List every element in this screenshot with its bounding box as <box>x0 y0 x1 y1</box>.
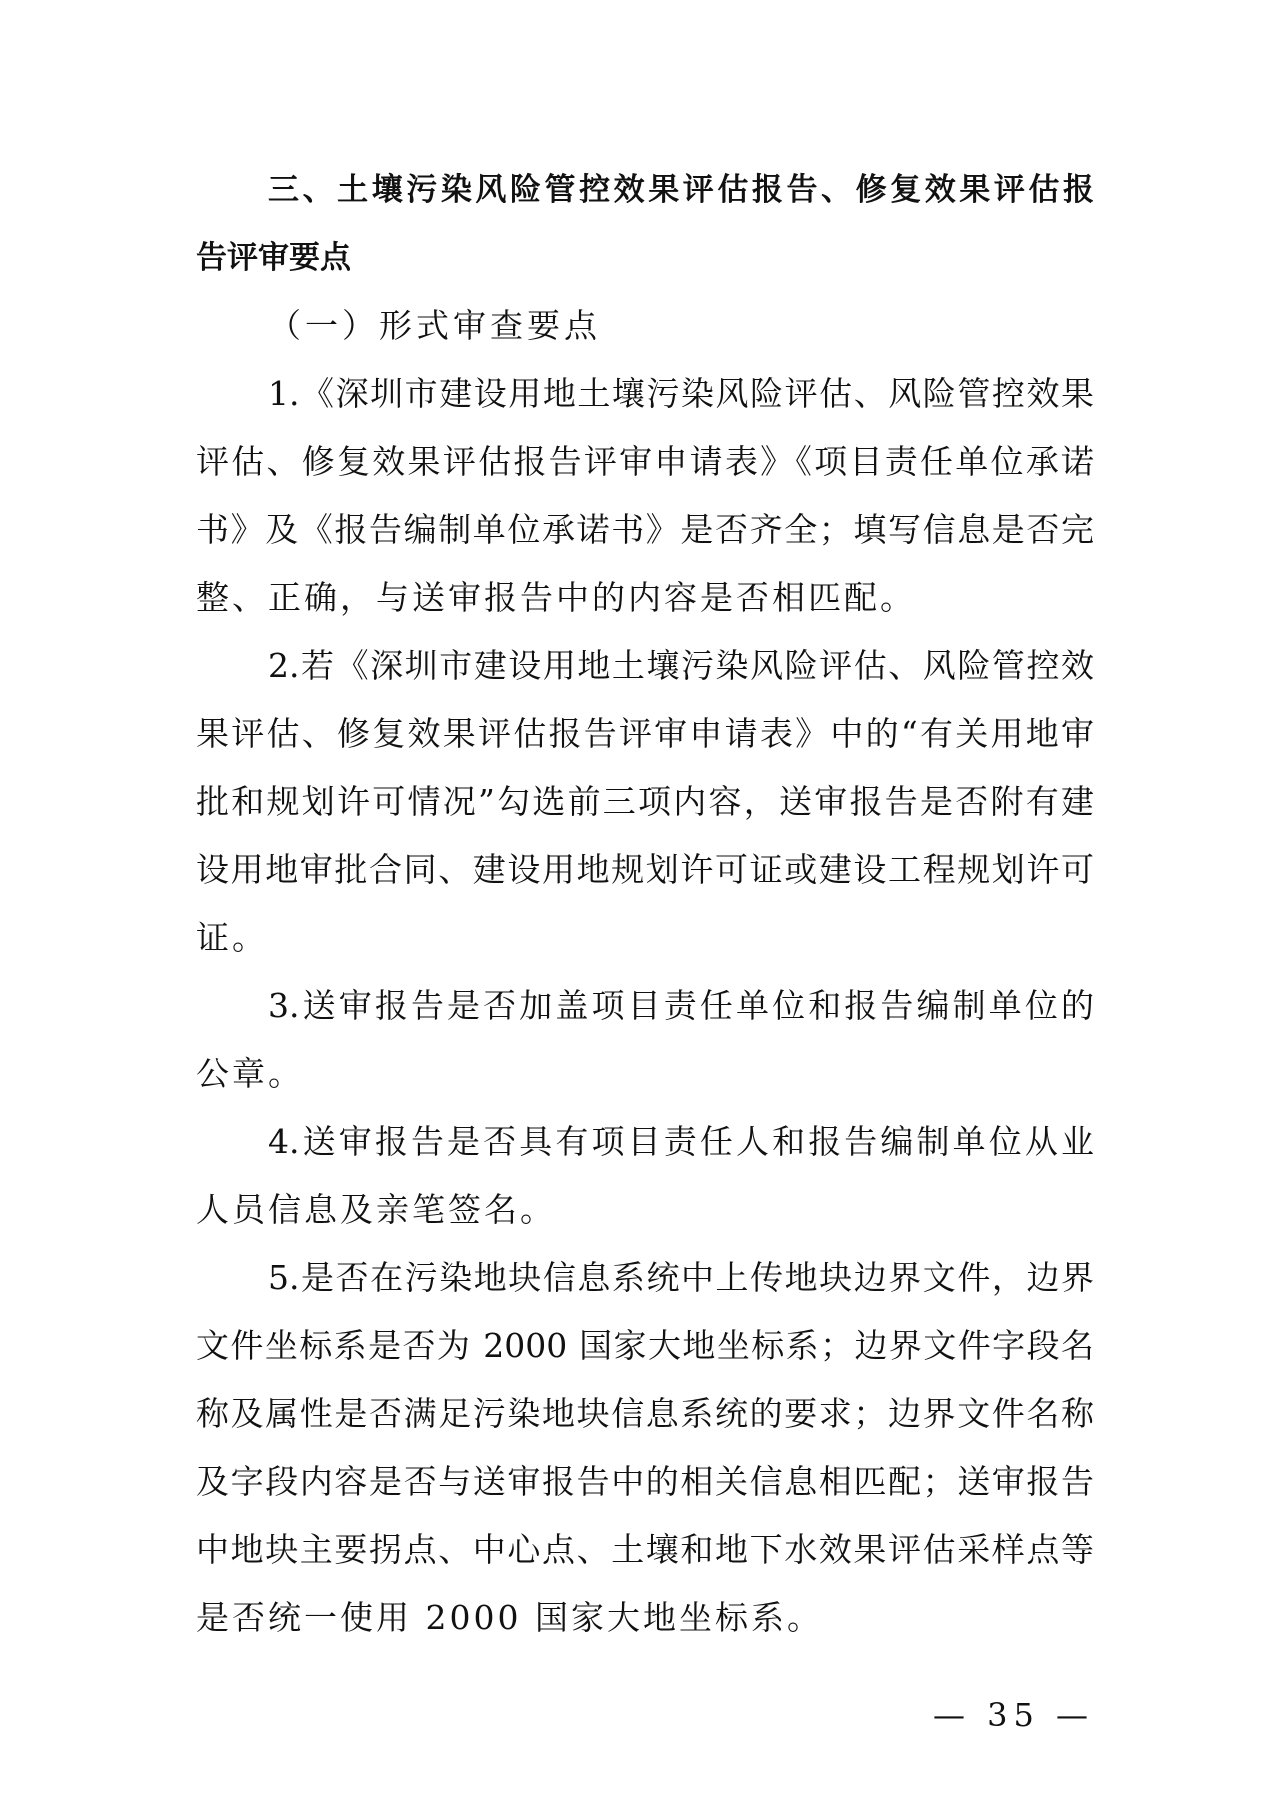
paragraph-line: 5.是否在污染地块信息系统中上传地块边界文件，边界 <box>268 1258 1094 1297</box>
paragraph-line: 中地块主要拐点、中心点、土壤和地下水效果评估采样点等 <box>196 1530 1094 1569</box>
paragraph-line: 1.《深圳市建设用地土壤污染风险评估、风险管控效果 <box>268 374 1094 413</box>
paragraph-line: 人员信息及亲笔签名。 <box>196 1190 556 1229</box>
title-line: 告评审要点 <box>196 240 351 276</box>
paragraph-line: 及字段内容是否与送审报告中的相关信息相匹配；送审报告 <box>196 1462 1094 1501</box>
subheading-text: （一）形式审查要点 <box>268 306 601 345</box>
paragraph-line: 设用地审批合同、建设用地规划许可证或建设工程规划许可 <box>196 850 1094 889</box>
item-2 <box>196 632 1094 972</box>
item-4 <box>196 1108 1094 1244</box>
paragraph-line: 4.送审报告是否具有项目责任人和报告编制单位从业 <box>268 1122 1094 1161</box>
paragraph-line: 证。 <box>196 918 268 957</box>
paragraph-line: 公章。 <box>196 1054 304 1093</box>
paragraph-line: 整、正确，与送审报告中的内容是否相匹配。 <box>196 578 916 617</box>
item-1 <box>196 360 1094 632</box>
section-title <box>196 156 1094 292</box>
paragraph-line: 称及属性是否满足污染地块信息系统的要求；边界文件名称 <box>196 1394 1094 1433</box>
item-5 <box>196 1244 1094 1652</box>
paragraph-line: 2.若《深圳市建设用地土壤污染风险评估、风险管控效 <box>268 646 1094 685</box>
paragraph-line: 文件坐标系是否为 2000 国家大地坐标系；边界文件字段名 <box>196 1326 1094 1365</box>
paragraph-line: 批和规划许可情况”勾选前三项内容，送审报告是否附有建 <box>196 782 1094 821</box>
subheading <box>196 292 1094 360</box>
page-number: — 35 — <box>932 1696 1094 1734</box>
paragraph-line: 书》及《报告编制单位承诺书》是否齐全；填写信息是否完 <box>196 510 1094 549</box>
item-3 <box>196 972 1094 1108</box>
paragraph-line: 是否统一使用 2000 国家大地坐标系。 <box>196 1598 823 1637</box>
paragraph-line: 3.送审报告是否加盖项目责任单位和报告编制单位的 <box>268 986 1094 1025</box>
paragraph-line: 评估、修复效果评估报告评审申请表》《项目责任单位承诺 <box>196 442 1094 481</box>
document-page <box>196 156 1094 1652</box>
paragraph-line: 果评估、修复效果评估报告评审申请表》中的“有关用地审 <box>196 714 1094 753</box>
title-line: 三、土壤污染风险管控效果评估报告、修复效果评估报 <box>268 172 1094 208</box>
